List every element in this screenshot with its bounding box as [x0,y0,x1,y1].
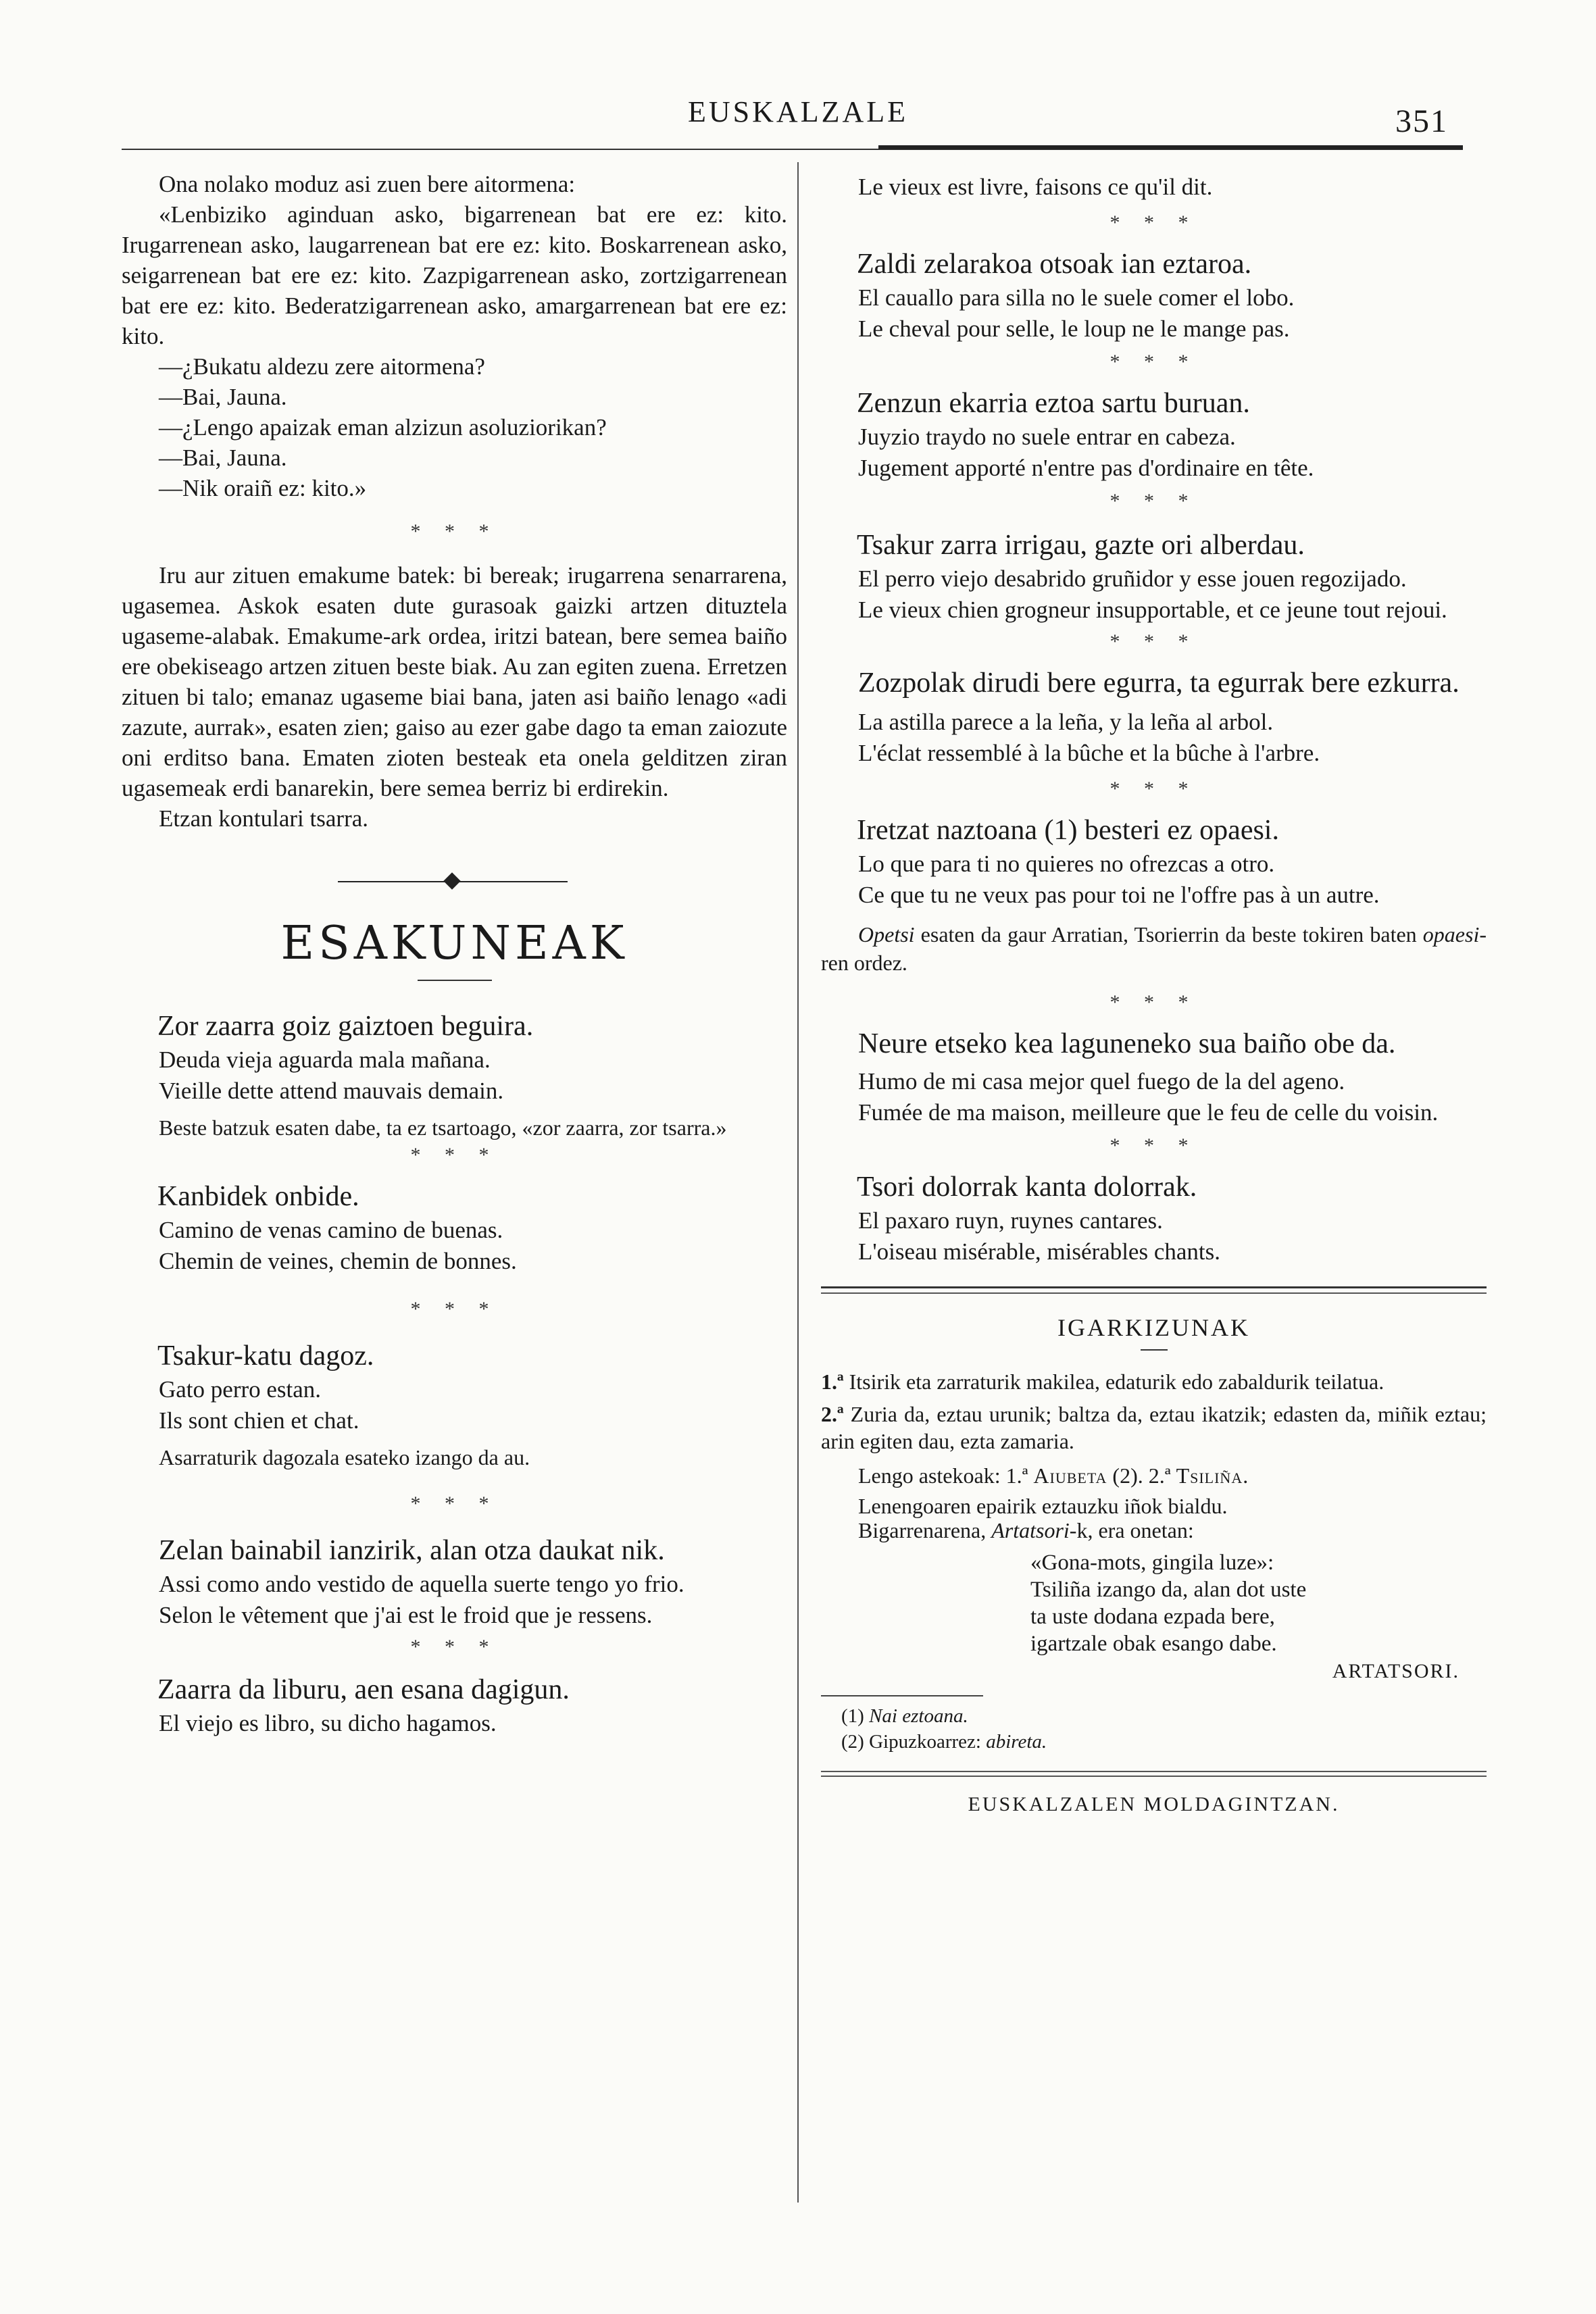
translation-fr: Selon le vêtement que j'ai est le froid que je ressens. [159,1602,653,1628]
footnote-rule [821,1695,983,1696]
translation-fr: L'oiseau misérable, misérables chants. [858,1238,1220,1265]
ornament-divider [122,861,787,901]
diamond-ornament-icon [443,872,460,889]
answers-line: Lenengoaren epairik eztauzku iñok bialdu. [858,1494,1228,1518]
section-stars: * * * [1109,778,1198,800]
translation-fr: Ils sont chien et chat. [159,1407,359,1434]
proverb: Zaarra da liburu, aen esana dagigun. [157,1674,570,1705]
dialogue-line: —¿Lengo apaizak eman alzizun asoluziorikan? [159,414,607,441]
translation-fr: Vieille dette attend mauvais demain. [159,1078,504,1104]
answers-text: -k, era onetan: [1069,1518,1194,1542]
section-stars: * * * [410,1144,499,1166]
footnote-number: (1) [841,1705,864,1727]
answer-1: Aiubeta [1033,1463,1107,1488]
left-column [122,169,787,1739]
footnote-label: Gipuzkoarrez: [869,1731,987,1753]
proverb-note [821,920,1487,977]
translation-fr: Chemin de veines, chemin de bonnes. [159,1248,517,1274]
translation-es: Lo que para ti no quieres no ofrezcas a otro. [858,851,1275,877]
answers-text: Bigarrenarena, [858,1518,992,1542]
section-stars: * * * [1109,211,1198,234]
running-title: EUSKALZALE [688,95,908,128]
footnote-2 [821,1729,1487,1755]
proverb: Tsakur-katu dagoz. [157,1340,374,1372]
translation-es: Juyzio traydo no suele entrar en cabeza. [858,424,1236,450]
translation-fr: Le cheval pour selle, le loup ne le mange pas. [858,316,1290,342]
riddle-2 [821,1401,1487,1455]
translation-fr: Jugement apporté n'entre pas d'ordinaire en tête. [858,455,1314,481]
translation-es: Camino de venas camino de buenas. [159,1217,503,1243]
section-stars: * * * [1109,490,1198,512]
confession-quote: «Lenbiziko aginduan asko, bigarrenean bat ere ez: kito. Irugarrenean asko, laugarrenean bat ere ez: kito. Boskarrenean asko, seigarrenean bat ere ez: kito. Zazpigarrenean asko, zortzigarrenean bat ere ez: kito. Bederatzigarrenean asko, amargarrenean bat ere ez: kito. [122,201,787,349]
translation-es: El viejo es libro, su dicho hagamos. [159,1710,497,1736]
dialogue-line: —Nik oraiñ ez: kito.» [159,475,367,501]
footnote-text: abireta. [986,1731,1047,1753]
dialogue-line: —¿Bukatu aldezu zere aitormena? [159,353,485,380]
answers-mid: (2). 2.ª [1107,1463,1176,1488]
footnote-number: (2) [841,1731,864,1753]
note-word: opaesi [1422,922,1480,947]
solver-name: Artatsori [991,1518,1070,1542]
note-text: esaten da gaur Arratian, Tsorierrin da beste tokiren baten [914,922,1423,947]
translation-fr: Ce que tu ne veux pas pour toi ne l'offre pas à un autre. [858,882,1380,908]
section-stars: * * * [1109,991,1198,1013]
storyteller-line: Etzan kontulari tsarra. [159,805,369,832]
section-stars: * * * [410,520,499,543]
section-stars: * * * [410,1492,499,1515]
translation-es: El perro viejo desabrido gruñidor y esse jouen regozijado. [858,565,1407,592]
answer-2: Tsiliña. [1176,1463,1249,1488]
proverb: Tsori dolorrak kanta dolorrak. [857,1172,1197,1203]
translation-es: La astilla parece a la leña, y la leña al arbol. [858,709,1274,735]
footnote-1 [821,1703,1487,1729]
translation-es: Assi como ando vestido de aquella suerte tengo yo frio. [159,1571,684,1597]
proverb: Zor zaarra goiz gaiztoen beguira. [157,1011,534,1042]
section-stars: * * * [1109,1134,1198,1157]
translation-es: El cauallo para silla no le suele comer el lobo. [858,284,1295,311]
section-stars: * * * [1109,351,1198,373]
answers-prefix: Lengo astekoak: 1.ª [858,1463,1034,1488]
verse-line: igartzale obak esango dabe. [1030,1632,1277,1656]
verse-line: ta uste dodana ezpada bere, [1030,1605,1275,1629]
bottom-rule [821,1776,1487,1777]
note-word: Opetsi [858,922,915,947]
answers-line [821,1518,1487,1542]
riddle-number: 1.ª [821,1369,844,1394]
translation-es: Deuda vieja aguarda mala mañana. [159,1047,491,1073]
verse-line: «Gona-mots, gingila luze»: [1030,1551,1274,1575]
story-paragraph: Iru aur zituen emakume batek: bi bereak; irugarrena senarrarena, ugasemea. Askok esaten dute gurasoak gaizki artzen dituztela ugaseme-alabak. Emakume-ark ordea, iritzi batean, bere semea baiño ere obekiseago artzen zituen beste biak. Au zan egiten zuena. Erretzen zituen bi talo; emanaz ugaseme biai bana, jaten asi baiño lenago «adi zazute, aurrak», esaten zien; gaiso au ezer gabe dago ta eman zaiozute oni erditso bana. Ematen zioten besteak eta onela gelditzen ziran ugasemeak erdi banarekin, bere semea berriz bi erdirekin. [122,562,787,801]
riddle-text: Zuria da, eztau urunik; baltza da, eztau ikatzik; edasten da, miñik eztau; arin egiten dau, ezta zamaria. [821,1402,1487,1453]
signature: ARTATSORI. [1332,1660,1460,1682]
footnote-text: Nai eztoana. [869,1705,968,1727]
section-title: ESAKUNEAK [280,917,628,970]
translation-fr: L'éclat ressemblé à la bûche et la bûche à l'arbre. [858,740,1320,766]
proverb: Zozpolak dirudi bere egurra, ta egurrak bere ezkurra. [858,668,1460,699]
section-stars: * * * [1109,630,1198,653]
section-stars: * * * [410,1298,499,1320]
title-rule [1141,1349,1168,1351]
proverb-note: Asarraturik dagozala esateko izango da au. [159,1445,530,1469]
proverb: Tsakur zarra irrigau, gazte ori alberdau. [857,530,1305,561]
translation-fr: Le vieux est livre, faisons ce qu'il dit. [858,174,1213,200]
riddles-rule [821,1292,1487,1294]
translation-fr: Le vieux chien grogneur insupportable, et ce jeune tout rejoui. [858,597,1447,623]
translation-es: Humo de mi casa mejor quel fuego de la del ageno. [858,1068,1345,1095]
right-column [821,169,1487,1819]
previous-answers [821,1461,1487,1490]
riddles-title: IGARKIZUNAK [1057,1314,1250,1341]
dialogue-line: —Bai, Jauna. [159,445,287,471]
section-stars: * * * [410,1636,499,1658]
proverb: Neure etseko kea laguneneko sua baiño obe da. [858,1028,1396,1059]
publisher-imprint: EUSKALZALEN MOLDAGINTZAN. [968,1793,1340,1815]
proverb: Zenzun ekarria eztoa sartu buruan. [857,388,1250,419]
riddle-text: Itsirik eta zarraturik makilea, edaturik edo zabaldurik teilatua. [849,1369,1385,1394]
proverb: Zaldi zelarakoa otsoak ian eztaroa. [857,249,1252,280]
verse-line: Tsiliña izango da, alan dot uste [1030,1578,1307,1602]
proverb-note: Beste batzuk esaten dabe, ta ez tsartoago, «zor zaarra, zor tsarra.» [159,1115,727,1140]
translation-es: El paxaro ruyn, ruynes cantares. [858,1207,1163,1234]
riddle-1 [821,1368,1487,1395]
translation-es: Gato perro estan. [159,1376,322,1403]
dialogue-line: —Bai, Jauna. [159,384,287,410]
page-number: 351 [1395,103,1448,139]
proverb: Kanbidek onbide. [157,1181,359,1212]
confession-intro: Ona nolako moduz asi zuen bere aitormena: [159,171,576,197]
translation-fr: Fumée de ma maison, meilleure que le feu de celle du voisin. [858,1099,1439,1126]
proverb: Zelan bainabil ianzirik, alan otza daukat nik. [159,1535,665,1566]
column-divider [797,162,799,2203]
header-rule-thick [878,145,1463,149]
proverb: Iretzat naztoana (1) besteri ez opaesi. [857,815,1279,846]
riddle-number: 2.ª [821,1402,844,1426]
note-text: -ren ordez. [821,922,1487,975]
